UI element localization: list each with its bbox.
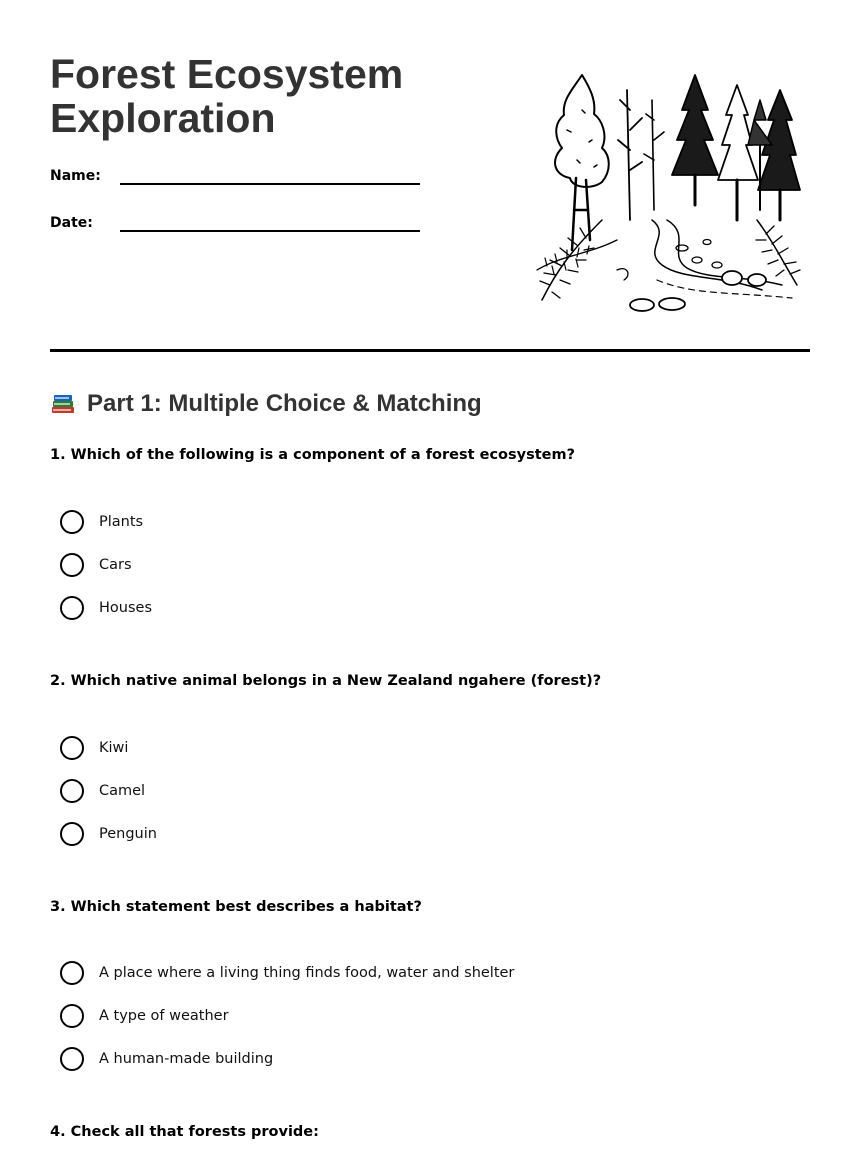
radio-button[interactable]: [60, 1004, 84, 1028]
option-label: Plants: [99, 514, 144, 530]
q1-option-plants[interactable]: [60, 510, 143, 534]
option-label: Kiwi: [99, 740, 129, 756]
option-label: Camel: [99, 783, 146, 799]
question-2: 2. Which native animal belongs in a New Zealand ngahere (forest)?: [50, 673, 602, 689]
radio-button[interactable]: [60, 553, 84, 577]
option-label: A place where a living thing finds food, water and shelter: [99, 965, 515, 981]
q3-option-habitat-place[interactable]: [60, 961, 514, 985]
part1-heading-text: Part 1: Multiple Choice & Matching: [87, 390, 482, 417]
worksheet-title: Forest Ecosystem Exploration: [50, 51, 404, 141]
q2-option-penguin[interactable]: [60, 822, 157, 846]
radio-button[interactable]: [60, 822, 84, 846]
books-icon: [50, 391, 76, 417]
date-input-line[interactable]: [120, 214, 420, 232]
radio-button[interactable]: [60, 1047, 84, 1071]
part1-heading: [50, 390, 482, 418]
date-label: Date:: [50, 215, 93, 231]
radio-button[interactable]: [60, 961, 84, 985]
question-1: 1. Which of the following is a component of a forest ecosystem?: [50, 447, 575, 463]
radio-button[interactable]: [60, 510, 84, 534]
option-label: A human-made building: [99, 1051, 274, 1067]
name-label: Name:: [50, 168, 101, 184]
q1-option-houses[interactable]: [60, 596, 152, 620]
q3-option-weather[interactable]: [60, 1004, 229, 1028]
name-field: [50, 167, 420, 185]
radio-button[interactable]: [60, 596, 84, 620]
question-4: 4. Check all that forests provide:: [50, 1124, 319, 1140]
question-3: 3. Which statement best describes a habitat?: [50, 899, 422, 915]
q2-option-kiwi[interactable]: [60, 736, 128, 760]
name-input-line[interactable]: [120, 167, 420, 185]
option-label: A type of weather: [99, 1008, 229, 1024]
date-field: [50, 214, 420, 232]
forest-illustration: [532, 70, 804, 314]
option-label: Penguin: [99, 826, 157, 842]
q3-option-building[interactable]: [60, 1047, 273, 1071]
radio-button[interactable]: [60, 736, 84, 760]
q2-option-camel[interactable]: [60, 779, 145, 803]
q1-option-cars[interactable]: [60, 553, 132, 577]
header-divider: [50, 349, 810, 352]
option-label: Houses: [99, 600, 152, 616]
radio-button[interactable]: [60, 779, 84, 803]
option-label: Cars: [99, 557, 132, 573]
